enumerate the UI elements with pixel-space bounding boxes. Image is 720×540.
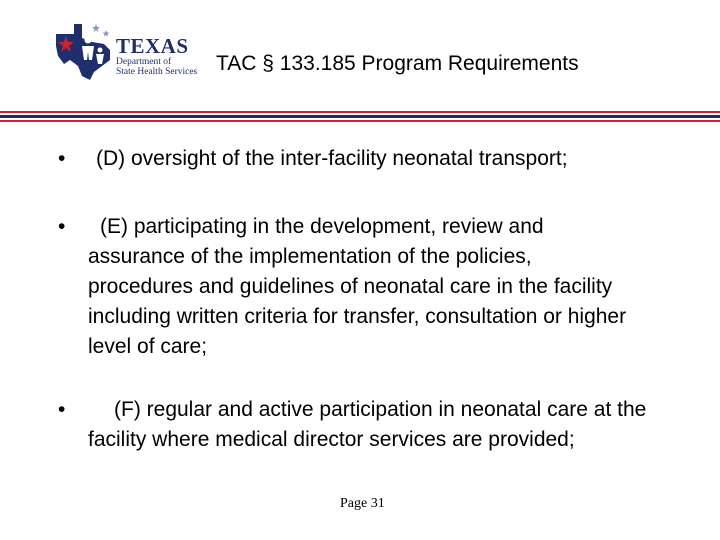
slide-title: TAC § 133.185 Program Requirements [216, 52, 579, 75]
texas-dshs-logo [52, 20, 212, 82]
header-divider [0, 110, 720, 122]
divider-red-top [0, 111, 720, 113]
bullet-dot: • [58, 215, 66, 238]
page-number: Page 31 [340, 496, 385, 511]
bullet-text-f: (F) regular and active participation in neonatal care at the facility where medical director services are provided; [88, 398, 647, 451]
bullet-item-e [58, 212, 698, 362]
logo-department-text [116, 57, 197, 77]
bullet-dot: • [58, 398, 66, 421]
bullet-text-d: (D) oversight of the inter-facility neonatal transport; [96, 147, 568, 170]
bullet-item-f [58, 395, 698, 490]
divider-red-bottom [0, 120, 720, 122]
bullet-dot: • [58, 147, 66, 170]
divider-navy [0, 115, 720, 118]
logo-dept-line2: State Health Services [116, 67, 198, 77]
bullet-text-e: (E) participating in the development, review and assurance of the implementation of the policies, procedures and guidelines of neonatal care in the facility including written criteria for transfer, consultation or higher level of care; [88, 215, 627, 358]
logo-dept-line1: Department of [116, 57, 172, 67]
logo-texas-text: TEXAS [116, 34, 189, 58]
bullet-item-d [58, 144, 698, 176]
